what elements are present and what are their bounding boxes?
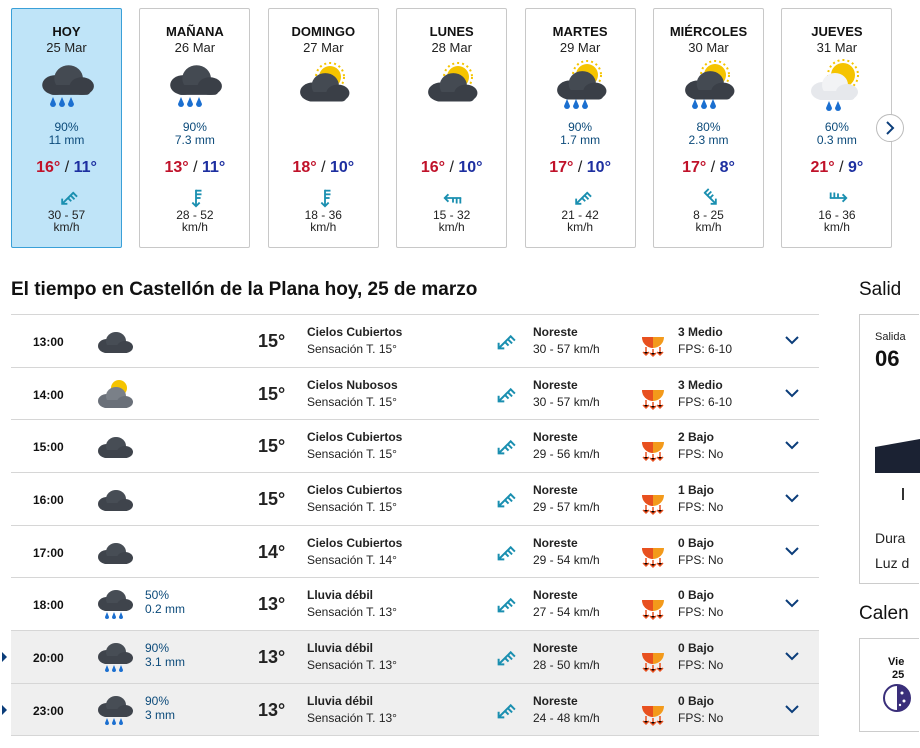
wind-speed: 30 - 57 xyxy=(47,208,86,222)
wind-unit: km/h xyxy=(53,220,80,234)
calendar-weekday: Vie xyxy=(888,656,905,668)
rain-info xyxy=(145,641,185,669)
day-name: JUEVES xyxy=(811,24,863,39)
wind-info xyxy=(654,209,763,233)
day-card[interactable] xyxy=(268,8,379,248)
rain-info xyxy=(12,121,121,147)
feels-like: Sensación T. 13° xyxy=(307,605,397,620)
wind-info xyxy=(269,209,378,233)
day-card[interactable] xyxy=(396,8,507,248)
temperature-range: 18° / 10° xyxy=(292,159,355,176)
sunrise-section-title: Salid xyxy=(859,279,902,300)
calendar-section-title: Calen xyxy=(859,603,909,624)
wind-direction-icon xyxy=(185,187,207,209)
calendar-day: 25 xyxy=(892,669,905,681)
rain-amount: 0.3 mm xyxy=(816,133,857,147)
sunrise-label: Salida xyxy=(875,331,906,343)
table-row[interactable] xyxy=(11,314,819,367)
wind-speed: 24 - 48 km/h xyxy=(533,710,600,725)
expand-chevron-icon[interactable] xyxy=(783,386,801,400)
uv-index-icon xyxy=(639,590,667,620)
wind-info xyxy=(526,209,635,233)
table-row[interactable] xyxy=(11,525,819,578)
fps-recommendation: FPS: No xyxy=(678,447,724,462)
feels-like: Sensación T. 15° xyxy=(307,447,397,462)
feels-like: Sensación T. 15° xyxy=(307,394,397,409)
fps-recommendation: FPS: 6-10 xyxy=(678,394,733,409)
rain-probability: 50% xyxy=(145,588,170,603)
day-date: 28 Mar xyxy=(431,40,472,55)
wind-speed: 8 - 25 xyxy=(693,208,724,222)
hour-temperature: 14° xyxy=(258,541,286,562)
wind-direction: Noreste xyxy=(533,483,578,498)
sky-condition: Cielos Cubiertos xyxy=(307,325,403,339)
weather-sun-cloud-icon xyxy=(424,61,480,113)
temperature-range: 17° / 8° xyxy=(682,159,735,176)
daylight-tick xyxy=(902,488,904,500)
feels-like: Sensación T. 13° xyxy=(307,710,397,725)
day-date: 31 Mar xyxy=(816,40,858,55)
wind-speed: 29 - 57 km/h xyxy=(533,500,600,515)
max-temp: 16° xyxy=(420,159,446,176)
wind-unit: km/h xyxy=(438,220,465,234)
daylight-arc-graphic xyxy=(875,433,920,473)
day-name: MARTES xyxy=(552,24,608,39)
rain-amount: 3.1 mm xyxy=(145,655,186,670)
weather-rain-icon xyxy=(39,61,95,113)
wind-direction-icon xyxy=(442,187,464,209)
rain-amount: 2.3 mm xyxy=(688,133,729,147)
min-temp: 9° xyxy=(848,159,864,176)
sky-condition: Cielos Cubiertos xyxy=(307,483,403,498)
calendar-card[interactable] xyxy=(859,638,919,732)
wind-speed: 27 - 54 km/h xyxy=(533,605,600,620)
rain-amount: 7.3 mm xyxy=(174,133,215,147)
uv-index-icon xyxy=(639,643,667,673)
weather-sun-rain-icon xyxy=(553,61,609,113)
day-name: HOY xyxy=(52,24,81,39)
max-temp: 16° xyxy=(36,159,61,176)
feels-like: Sensación T. 13° xyxy=(307,658,397,673)
rain-amount: 1.7 mm xyxy=(560,133,601,147)
uv-index: 2 Bajo xyxy=(678,430,715,445)
day-date: 30 Mar xyxy=(688,40,729,55)
wind-direction-icon xyxy=(571,187,593,209)
hour-temperature: 15° xyxy=(258,489,286,510)
max-temp: 13° xyxy=(164,159,189,176)
table-row[interactable] xyxy=(11,419,819,472)
day-name: MIÉRCOLES xyxy=(669,24,748,39)
wind-direction: Noreste xyxy=(533,588,578,603)
uv-index: 1 Bajo xyxy=(678,483,715,498)
next-days-button[interactable] xyxy=(876,114,904,142)
day-date: 25 Mar xyxy=(46,40,87,55)
table-row[interactable] xyxy=(11,472,819,525)
rain-probability: 60% xyxy=(824,120,849,134)
uv-index: 0 Bajo xyxy=(678,693,715,708)
hour-time: 17:00 xyxy=(33,545,64,560)
wind-direction: Noreste xyxy=(533,377,578,392)
rain-amount: 0.2 mm xyxy=(145,602,186,617)
rain-info xyxy=(654,121,763,147)
feels-like: Sensación T. 15° xyxy=(307,500,397,515)
rain-amount: 11 mm xyxy=(48,133,85,147)
weather-sun-cloud-icon xyxy=(97,378,133,410)
wind-direction-icon xyxy=(699,187,721,209)
weather-sun-rain-icon xyxy=(681,61,737,113)
hour-temperature: 13° xyxy=(258,699,286,720)
uv-index-icon xyxy=(639,485,667,515)
wind-speed: 28 - 52 xyxy=(176,208,214,222)
temperature-range: 17° / 10° xyxy=(549,159,611,176)
min-temp: 10° xyxy=(458,159,483,176)
fps-recommendation: FPS: No xyxy=(678,605,724,620)
hour-time: 14:00 xyxy=(33,387,64,402)
sky-condition: Cielos Cubiertos xyxy=(307,430,403,445)
min-temp: 11° xyxy=(73,159,97,176)
uv-index: 0 Bajo xyxy=(678,641,715,656)
min-temp: 8° xyxy=(719,159,735,176)
wind-direction-icon xyxy=(57,187,79,209)
wind-speed: 29 - 54 km/h xyxy=(533,552,600,567)
rain-probability: 90% xyxy=(145,641,170,656)
wind-unit: km/h xyxy=(181,220,208,234)
wind-direction-icon xyxy=(493,541,517,565)
uv-index-icon xyxy=(639,380,667,410)
weather-sun-cloud-icon xyxy=(296,61,352,113)
uv-index-icon xyxy=(639,696,667,726)
wind-direction-icon xyxy=(493,330,517,354)
uv-index: 0 Bajo xyxy=(678,588,715,603)
wind-direction-icon xyxy=(493,383,517,407)
min-temp: 10° xyxy=(586,159,611,176)
weather-cloud-icon xyxy=(97,483,133,515)
wind-unit: km/h xyxy=(567,220,594,234)
day-card[interactable] xyxy=(139,8,250,248)
expand-chevron-icon[interactable] xyxy=(783,649,801,663)
wind-direction-icon xyxy=(493,699,517,723)
expand-chevron-icon[interactable] xyxy=(783,333,801,347)
fps-recommendation: FPS: No xyxy=(678,710,724,725)
hour-temperature: 13° xyxy=(258,647,286,668)
wind-speed: 18 - 36 xyxy=(304,208,342,222)
daylight-label: Luz d xyxy=(875,555,910,571)
wind-direction: Noreste xyxy=(533,325,578,339)
uv-index: 0 Bajo xyxy=(678,535,715,550)
rain-amount: 3 mm xyxy=(145,707,175,722)
sky-condition: Cielos Nubosos xyxy=(307,377,398,392)
hour-time: 13:00 xyxy=(33,335,64,349)
min-temp: 11° xyxy=(202,159,226,176)
wind-speed: 29 - 56 km/h xyxy=(533,447,600,462)
day-name: DOMINGO xyxy=(291,24,356,39)
rain-probability: 90% xyxy=(182,120,207,134)
expand-chevron-icon[interactable] xyxy=(783,596,801,610)
hour-time: 23:00 xyxy=(33,703,64,718)
rain-info xyxy=(145,694,175,722)
rain-probability: 80% xyxy=(696,120,721,134)
expand-chevron-icon[interactable] xyxy=(783,702,801,716)
max-temp: 21° xyxy=(810,159,835,176)
hour-temperature: 13° xyxy=(258,594,286,615)
day-card[interactable] xyxy=(11,8,122,248)
weather-cloud-icon xyxy=(97,536,133,568)
expand-chevron-icon[interactable] xyxy=(783,544,801,558)
chevron-right-icon xyxy=(884,121,896,135)
fps-recommendation: FPS: No xyxy=(678,552,724,567)
sunrise-time: 06 xyxy=(875,346,900,371)
wind-info xyxy=(782,209,891,233)
wind-direction-icon xyxy=(827,187,849,209)
rain-probability: 90% xyxy=(54,120,79,134)
feels-like: Sensación T. 14° xyxy=(307,552,397,567)
table-row[interactable] xyxy=(11,683,819,736)
wind-direction: Noreste xyxy=(533,535,578,550)
uv-index-icon xyxy=(639,538,667,568)
expand-chevron-icon[interactable] xyxy=(783,491,801,505)
wind-unit: km/h xyxy=(823,220,850,234)
hour-time: 18:00 xyxy=(33,598,64,613)
hour-temperature: 15° xyxy=(258,383,286,404)
day-forecast-strip xyxy=(0,0,903,260)
sky-condition: Lluvia débil xyxy=(307,641,374,656)
wind-info xyxy=(12,209,121,233)
wind-unit: km/h xyxy=(695,220,722,234)
rain-info xyxy=(782,121,891,147)
wind-speed: 28 - 50 km/h xyxy=(533,658,600,673)
uv-index: 3 Medio xyxy=(678,325,723,339)
rain-info xyxy=(145,588,185,616)
weather-cloud-icon xyxy=(97,325,133,357)
hour-time: 20:00 xyxy=(33,651,64,666)
temperature-range: 16° / 11° xyxy=(36,159,97,176)
wind-direction-icon xyxy=(493,488,517,512)
wind-direction: Noreste xyxy=(533,693,578,708)
moon-phase-icon xyxy=(882,683,912,713)
wind-direction: Noreste xyxy=(533,430,578,445)
weather-rain-icon xyxy=(97,694,133,726)
hour-time: 15:00 xyxy=(33,440,64,455)
weather-cloud-icon xyxy=(97,430,133,462)
fps-recommendation: FPS: No xyxy=(678,658,724,673)
day-card[interactable] xyxy=(653,8,764,248)
table-row[interactable] xyxy=(11,577,819,630)
wind-direction-icon xyxy=(493,593,517,617)
fps-recommendation: FPS: No xyxy=(678,500,724,515)
wind-info xyxy=(140,209,249,233)
caret-right-icon[interactable] xyxy=(1,651,9,663)
day-name: LUNES xyxy=(429,24,474,39)
day-card[interactable] xyxy=(525,8,636,248)
feels-like: Sensación T. 15° xyxy=(307,342,397,356)
rain-info xyxy=(140,121,249,147)
wind-speed: 30 - 57 km/h xyxy=(533,394,600,409)
temperature-range: 13° / 11° xyxy=(164,159,226,176)
fps-recommendation: FPS: 6-10 xyxy=(678,342,733,356)
wind-speed: 21 - 42 xyxy=(561,208,599,222)
wind-speed: 16 - 36 xyxy=(818,208,856,222)
day-date: 29 Mar xyxy=(559,40,601,55)
day-date: 26 Mar xyxy=(174,40,216,55)
uv-index: 3 Medio xyxy=(678,377,723,392)
max-temp: 17° xyxy=(682,159,707,176)
sunrise-card xyxy=(859,314,919,584)
sky-condition: Lluvia débil xyxy=(307,588,374,603)
hour-temperature: 15° xyxy=(258,331,286,351)
sky-condition: Lluvia débil xyxy=(307,693,374,708)
wind-direction: Noreste xyxy=(533,641,578,656)
min-temp: 10° xyxy=(329,159,355,176)
expand-chevron-icon[interactable] xyxy=(783,438,801,452)
duration-label: Dura xyxy=(875,530,906,546)
rain-probability: 90% xyxy=(145,693,170,708)
day-name: MAÑANA xyxy=(166,24,224,39)
wind-unit: km/h xyxy=(310,220,337,234)
table-row[interactable] xyxy=(11,367,819,420)
hourly-forecast-table xyxy=(11,314,819,736)
weather-rain-icon xyxy=(167,61,223,113)
weather-rain-icon xyxy=(97,641,133,673)
temperature-range: 21° / 9° xyxy=(810,159,864,176)
rain-probability: 90% xyxy=(568,120,593,134)
wind-speed: 15 - 32 xyxy=(433,208,471,222)
wind-direction-icon xyxy=(493,435,517,459)
day-date: 27 Mar xyxy=(303,40,344,55)
caret-right-icon[interactable] xyxy=(1,704,9,716)
wind-speed: 30 - 57 km/h xyxy=(533,342,600,356)
page-title: El tiempo en Castellón de la Plana hoy, 25 de marzo xyxy=(11,279,478,300)
sky-condition: Cielos Cubiertos xyxy=(307,535,403,550)
rain-info xyxy=(526,121,635,147)
temperature-range: 16° / 10° xyxy=(420,159,483,176)
uv-index-icon xyxy=(639,432,667,462)
wind-info xyxy=(397,209,506,233)
max-temp: 17° xyxy=(549,159,574,176)
hour-temperature: 15° xyxy=(258,436,286,457)
weather-sun-rain-light-icon xyxy=(809,61,865,113)
wind-direction-icon xyxy=(314,187,336,209)
weather-rain-icon xyxy=(97,588,133,620)
table-row[interactable] xyxy=(11,630,819,683)
hour-time: 16:00 xyxy=(33,493,64,508)
wind-direction-icon xyxy=(493,646,517,670)
uv-index-icon xyxy=(639,327,667,357)
max-temp: 18° xyxy=(292,159,317,176)
